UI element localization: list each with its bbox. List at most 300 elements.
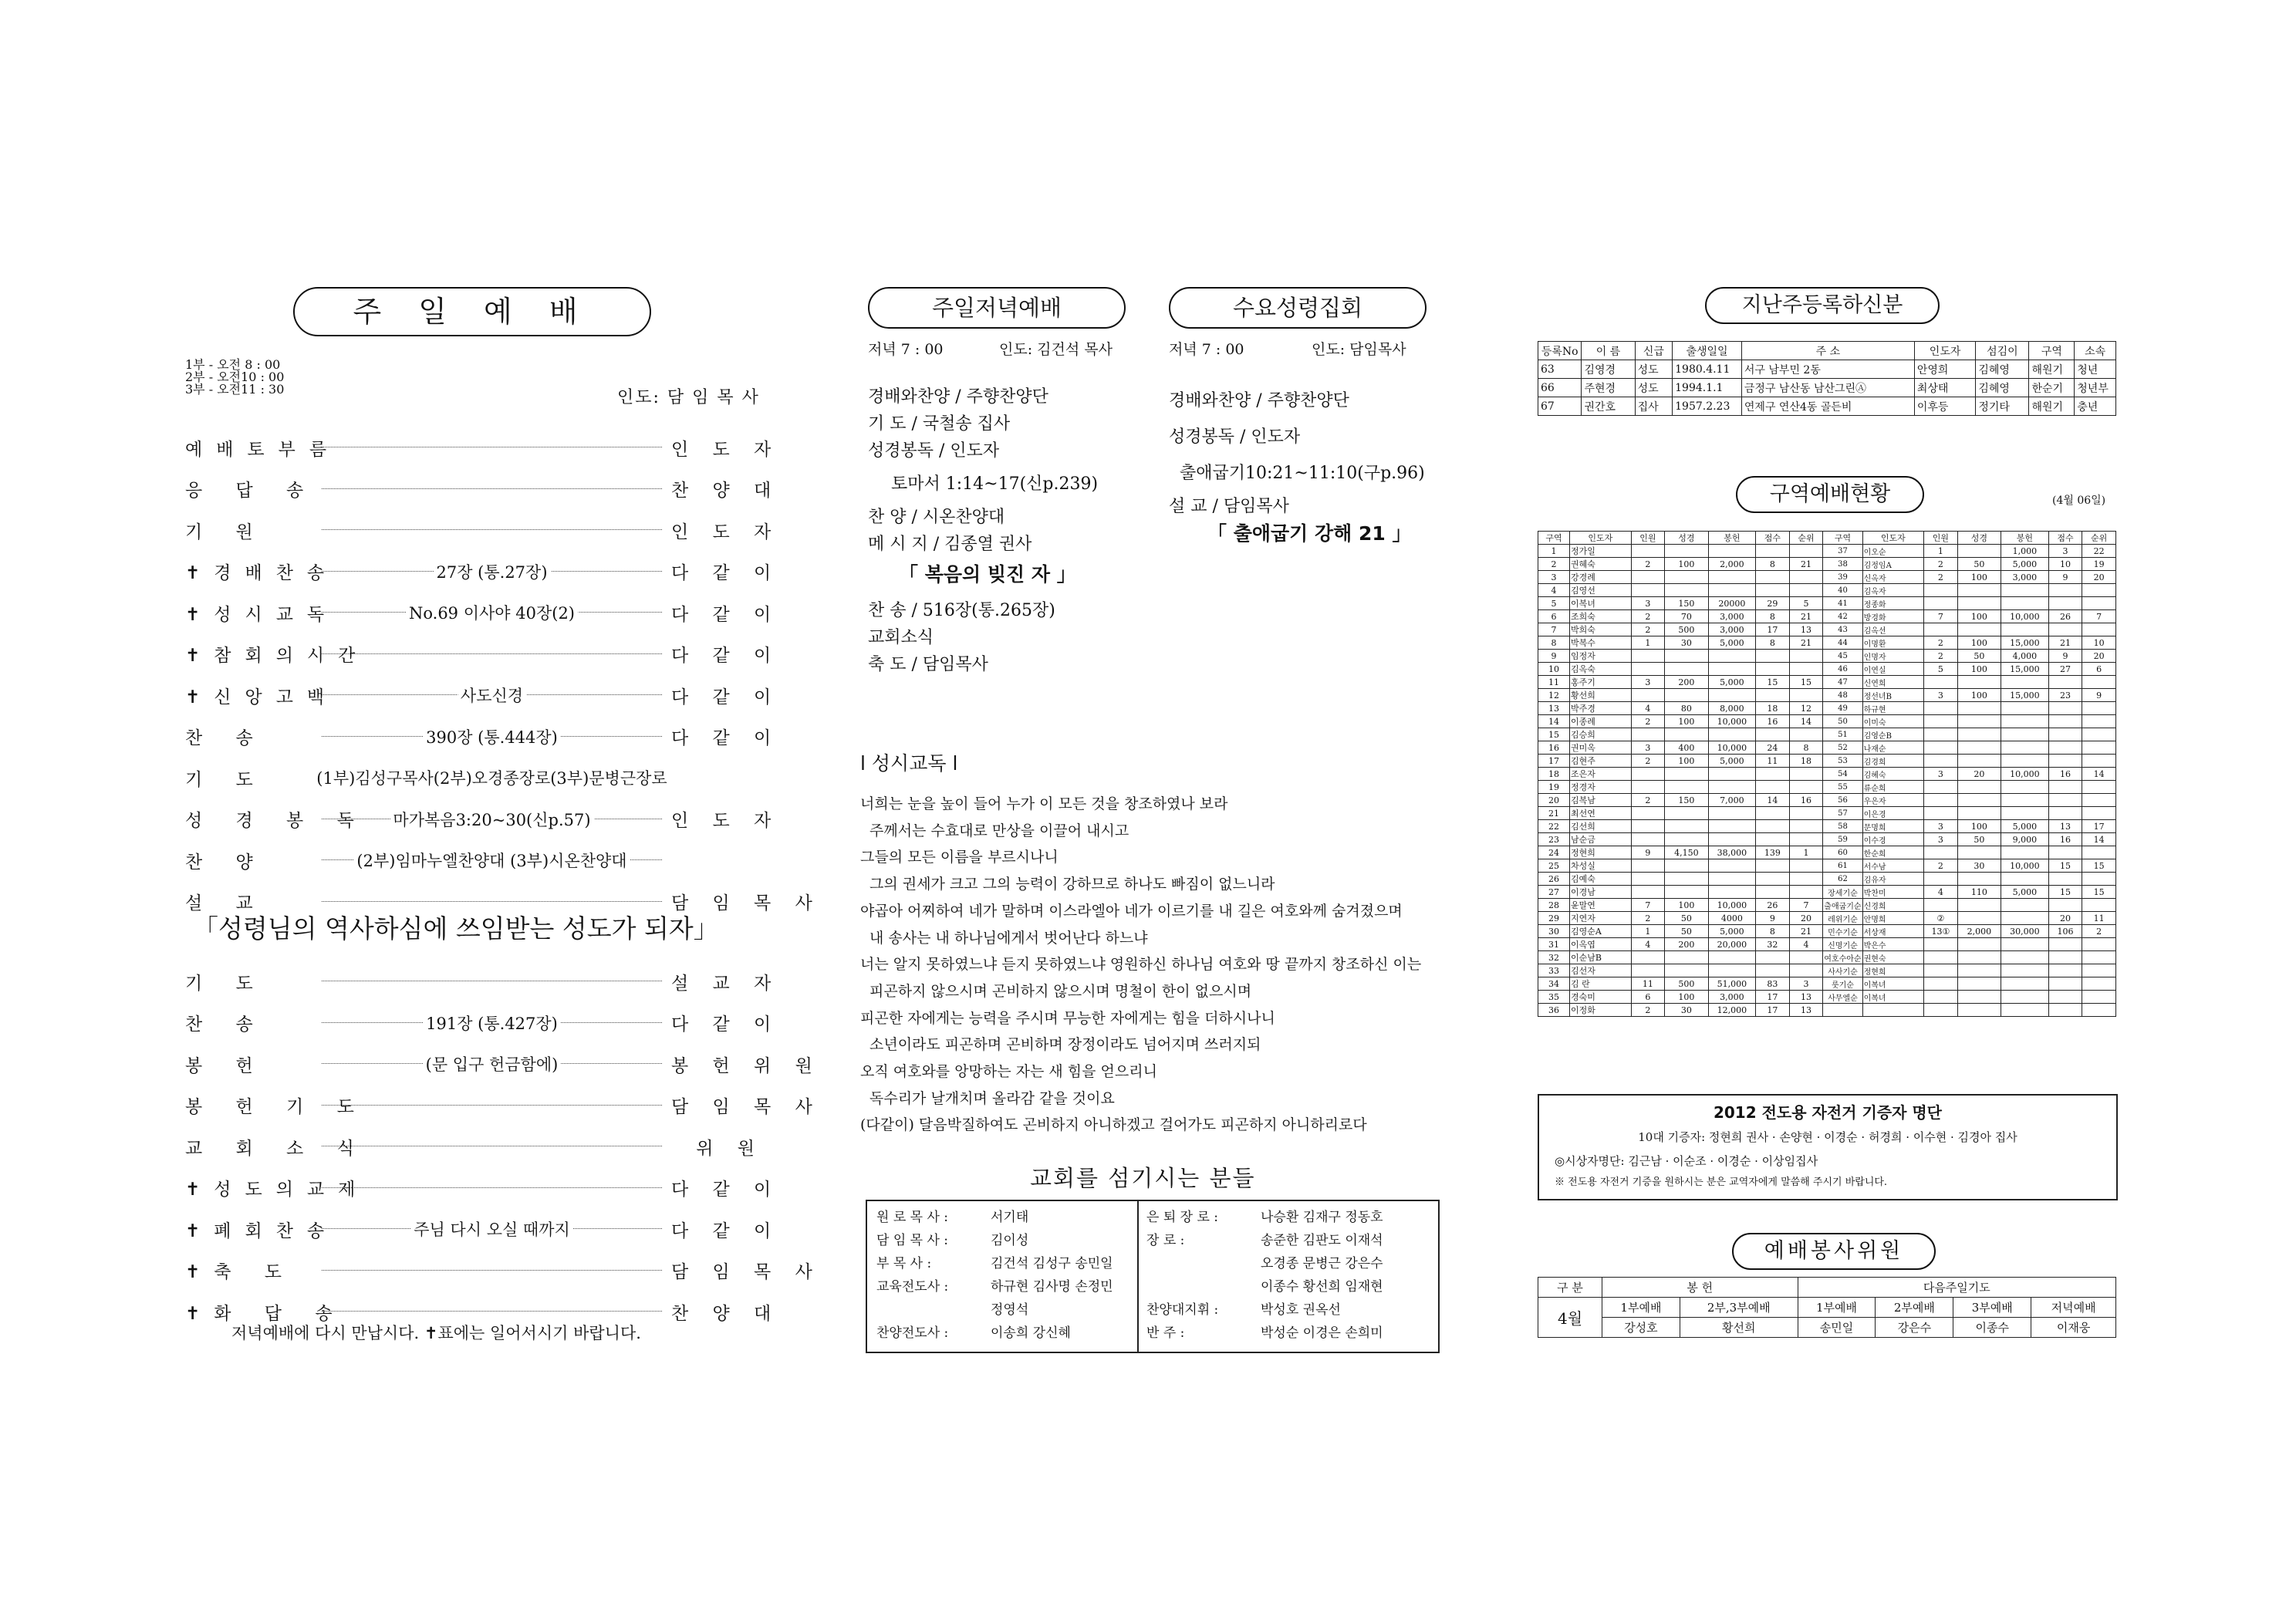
district-cell: 이명환 (1862, 636, 1924, 650)
district-cell: 3 (1631, 597, 1665, 610)
district-cell (2001, 741, 2049, 755)
district-cell (2082, 755, 2116, 768)
district-cell (2082, 623, 2116, 636)
district-cell: 21 (1538, 807, 1570, 820)
district-cell (1631, 833, 1665, 846)
district-cell (1631, 964, 1665, 977)
district-cell (2048, 899, 2082, 912)
district-cell: 7 (1538, 623, 1570, 636)
servant-row (876, 1229, 1113, 1252)
district-col-header: 구역 (1823, 532, 1862, 545)
district-cell (1957, 715, 2001, 728)
district-cell: 36 (1538, 1004, 1570, 1017)
bicycle-donors: 10대 기증자: 정현희 권사 · 손양현 · 이경순 · 허경희 · 이수현 · 김경아 집사 (1638, 1130, 2017, 1144)
district-cell: 황선희 (1570, 689, 1632, 702)
district-cell: 7 (1924, 610, 1958, 623)
district-cell (1708, 571, 1756, 584)
newcomers-col-header: 인도자 (1914, 342, 1975, 360)
district-cell (1823, 1004, 1862, 1017)
order-detail: 27장 (통.27장) (433, 560, 550, 583)
district-cell (2082, 991, 2116, 1004)
order-label: 기 도 (185, 973, 267, 994)
district-cell: 20 (2048, 912, 2082, 925)
district-cell: 2 (1538, 558, 1570, 571)
district-cell: 100 (1665, 899, 1708, 912)
district-cell (2001, 728, 2049, 741)
district-cell: 20,000 (1708, 938, 1756, 951)
district-row (1538, 636, 2116, 650)
district-cell (1789, 663, 1823, 676)
evening-line: 경배와찬양 / 주향찬양단 (868, 387, 1048, 407)
district-cell: 20 (1957, 768, 2001, 781)
order-row (185, 1090, 822, 1121)
district-cell (1631, 689, 1665, 702)
district-cell: 정종화 (1862, 597, 1924, 610)
district-cell: 김정임A (1862, 558, 1924, 571)
district-cell (1708, 964, 1756, 977)
wednesday-line: 성경봉독 / 인도자 (1169, 427, 1301, 447)
district-cell: 홍주기 (1570, 676, 1632, 689)
district-cell (2001, 676, 2049, 689)
newcomers-cell: 1994.1.1 (1673, 379, 1742, 397)
district-cell: 류순희 (1862, 781, 1924, 794)
order-leader-line (322, 1014, 662, 1033)
district-date: (4월 06일) (2052, 495, 2106, 507)
reading-line: 주께서는 수효대로 만상을 이끌어 내시고 (869, 822, 1129, 839)
district-cell (2001, 807, 2049, 820)
district-cell: 박복수 (1570, 636, 1632, 650)
district-cell: 14 (1756, 794, 1790, 807)
servants-divider (1137, 1201, 1139, 1352)
newcomers-cell: 해원기 (2029, 397, 2075, 416)
district-cell: 15,000 (2001, 636, 2049, 650)
newcomers-cell: 서구 남부민 2동 (1741, 360, 1914, 379)
district-cell (1789, 886, 1823, 899)
district-row (1538, 977, 2116, 991)
servant-names: 하규현 김사명 손정민 (991, 1279, 1113, 1295)
order-leader-line (322, 1221, 662, 1239)
district-cell: 100 (1665, 558, 1708, 571)
district-cell: 4000 (1708, 912, 1756, 925)
district-cell: 9 (1538, 650, 1570, 663)
district-cell: 59 (1823, 833, 1862, 846)
district-cell: 500 (1665, 977, 1708, 991)
district-cell (1756, 650, 1790, 663)
district-cell (2001, 781, 2049, 794)
district-cell: 김옥숙 (1570, 663, 1632, 676)
district-cell: 2 (1924, 650, 1958, 663)
district-cell: 1 (1924, 545, 1958, 558)
district-cell (1631, 820, 1665, 833)
order-row (185, 1008, 781, 1038)
servant-row (876, 1322, 1113, 1345)
newcomers-row (1538, 397, 2116, 416)
district-cell: 100 (1957, 663, 2001, 676)
district-cell: 박은수 (1862, 938, 1924, 951)
district-cell: 이복녀 (1862, 977, 1924, 991)
district-cell: 9 (2048, 650, 2082, 663)
district-row (1538, 820, 2116, 833)
district-cell: 30 (1665, 636, 1708, 650)
order-detail: No.69 이사야 40장(2) (406, 601, 578, 624)
district-cell (1631, 571, 1665, 584)
district-cell: 이옥엽 (1570, 938, 1632, 951)
district-cell (1665, 663, 1708, 676)
district-cell: 9 (1756, 912, 1790, 925)
district-cell: 2 (1924, 558, 1958, 571)
district-cell: 8 (1756, 610, 1790, 623)
district-cell: 200 (1665, 676, 1708, 689)
servant-role (876, 1298, 991, 1322)
district-cell (1631, 650, 1665, 663)
district-cell: 10,000 (1708, 899, 1756, 912)
district-title: 구역예배현황 (1736, 476, 1924, 513)
district-cell: 18 (1789, 755, 1823, 768)
district-cell (2001, 584, 2049, 597)
reading-line: 소년이라도 피곤하며 곤비하며 장정이라도 넘어지며 쓰러지되 (869, 1036, 1261, 1054)
district-cell: 30 (1665, 1004, 1708, 1017)
district-cell: 13 (1538, 702, 1570, 715)
district-cell: 3,000 (2001, 571, 2049, 584)
district-cell (1924, 938, 1958, 951)
district-cell: 37 (1823, 545, 1862, 558)
service-name: 황선희 (1680, 1318, 1798, 1338)
district-cell (2048, 702, 2082, 715)
district-cell: 2 (1924, 636, 1958, 650)
district-cell: 47 (1823, 676, 1862, 689)
district-cell: 200 (1665, 938, 1708, 951)
district-cell (1665, 951, 1708, 964)
district-cell (1756, 833, 1790, 846)
order-row (185, 804, 781, 835)
district-cell: 2 (1631, 1004, 1665, 1017)
district-cell: 서상재 (1862, 925, 1924, 938)
district-cell (1756, 571, 1790, 584)
order-label: ✝성시교독 (185, 604, 339, 625)
district-row (1538, 781, 2116, 794)
district-cell: 우은자 (1862, 794, 1924, 807)
newcomers-cell: 연제구 연산4동 골든비 (1741, 397, 1914, 416)
order-role: 인 도 자 (671, 522, 781, 542)
district-row (1538, 951, 2116, 964)
newcomers-cell: 이후등 (1914, 397, 1975, 416)
district-cell (2001, 702, 2049, 715)
district-cell (1957, 584, 2001, 597)
district-cell: 15 (2082, 886, 2116, 899)
order-role: 다 같 이 (671, 646, 781, 666)
district-cell (1756, 873, 1790, 886)
district-cell: 12 (1538, 689, 1570, 702)
order-role: 다 같 이 (671, 604, 781, 625)
district-cell (1631, 584, 1665, 597)
district-cell: 28 (1538, 899, 1570, 912)
order-leader-line (322, 981, 662, 982)
district-cell: 83 (1756, 977, 1790, 991)
district-cell (1924, 584, 1958, 597)
district-cell: 3 (1789, 977, 1823, 991)
order-leader-line (322, 447, 662, 448)
district-cell: 15 (2082, 859, 2116, 873)
district-cell (1665, 781, 1708, 794)
district-cell (2082, 584, 2116, 597)
order-role: 인 도 자 (671, 811, 781, 831)
order-role: 다 같 이 (671, 728, 781, 748)
district-cell: 49 (1823, 702, 1862, 715)
district-cell: 16 (2048, 768, 2082, 781)
reading-title: l 성시교독 l (860, 752, 958, 775)
district-cell (2082, 951, 2116, 964)
district-cell (1957, 676, 2001, 689)
servants-right (1146, 1206, 1383, 1345)
district-cell (1924, 991, 1958, 1004)
district-cell (1957, 912, 2001, 925)
servant-names: 박성순 이경은 손희미 (1261, 1325, 1383, 1341)
district-cell (1631, 951, 1665, 964)
district-cell: 10,000 (1708, 715, 1756, 728)
district-cell: 61 (1823, 859, 1862, 873)
servant-row (1146, 1229, 1383, 1252)
district-cell: 22 (2082, 545, 2116, 558)
district-col-header: 성경 (1665, 532, 1708, 545)
district-cell: 12,000 (1708, 1004, 1756, 1017)
district-cell: 1 (1538, 545, 1570, 558)
newcomers-col-header: 구역 (2029, 342, 2075, 360)
district-row (1538, 676, 2116, 689)
district-cell: 이미숙 (1862, 715, 1924, 728)
district-col-header: 인원 (1924, 532, 1958, 545)
district-cell: 3 (1924, 689, 1958, 702)
newcomers-cell: 김혜영 (1976, 360, 2029, 379)
district-cell (1665, 833, 1708, 846)
newcomers-cell: 안영희 (1914, 360, 1975, 379)
district-cell (2001, 755, 2049, 768)
district-cell: 하규현 (1862, 702, 1924, 715)
district-cell (1789, 584, 1823, 597)
district-cell: 5,000 (1708, 636, 1756, 650)
district-cell (1924, 597, 1958, 610)
district-cell: 15 (1756, 676, 1790, 689)
order-role: 다 같 이 (671, 1221, 781, 1241)
district-cell: 안명희 (1862, 912, 1924, 925)
district-cell (1789, 807, 1823, 820)
district-cell: 40 (1823, 584, 1862, 597)
district-cell (1924, 1004, 1958, 1017)
district-cell: 15 (1538, 728, 1570, 741)
district-cell (1665, 571, 1708, 584)
order-leader-line (322, 653, 662, 655)
district-cell (1789, 833, 1823, 846)
district-cell: 2,000 (1957, 925, 2001, 938)
district-cell: 100 (1957, 820, 2001, 833)
district-cell (1862, 1004, 1924, 1017)
district-cell: 이종례 (1570, 715, 1632, 728)
district-cell (1756, 689, 1790, 702)
service-col-header: 다음주일기도 (1798, 1278, 2115, 1298)
order-label: ✝참회의시간 (185, 646, 370, 666)
evening-message: 「 복음의 빚진 자 」 (899, 563, 1076, 586)
district-cell (1631, 728, 1665, 741)
district-cell: 100 (1957, 689, 2001, 702)
servant-row (876, 1275, 1113, 1298)
district-cell: 15 (1789, 676, 1823, 689)
district-cell: 15,000 (2001, 663, 2049, 676)
district-cell: 11 (1756, 755, 1790, 768)
newcomers-cell: 청년부 (2075, 379, 2116, 397)
district-cell: 이오순 (1862, 545, 1924, 558)
newcomers-cell: 한순기 (2029, 379, 2075, 397)
district-cell: 13 (1789, 1004, 1823, 1017)
district-cell (1708, 859, 1756, 873)
order-role: 담 임 목 사 (671, 893, 822, 913)
district-cell: 19 (1538, 781, 1570, 794)
district-cell (1631, 781, 1665, 794)
district-row (1538, 702, 2116, 715)
district-row (1538, 584, 2116, 597)
district-cell (2048, 807, 2082, 820)
order-leader-line (322, 562, 662, 582)
district-cell: 20 (2082, 571, 2116, 584)
district-cell: 3 (1924, 820, 1958, 833)
district-cell: 3 (1924, 768, 1958, 781)
district-cell: 52 (1823, 741, 1862, 755)
district-cell (2001, 794, 2049, 807)
district-cell: 김승희 (1570, 728, 1632, 741)
newcomers-col-header: 신급 (1635, 342, 1673, 360)
district-cell: 장세기순 (1823, 886, 1862, 899)
district-cell (1708, 768, 1756, 781)
district-cell (2048, 715, 2082, 728)
district-cell: 50 (1957, 833, 2001, 846)
newcomers-cell: 정기타 (1976, 397, 2029, 416)
district-cell: 48 (1823, 689, 1862, 702)
service-name: 송민일 (1798, 1318, 1876, 1338)
district-cell: 김현주 (1570, 755, 1632, 768)
order-leader-line (322, 1146, 662, 1147)
district-cell: 44 (1823, 636, 1862, 650)
district-cell: 22 (1538, 820, 1570, 833)
district-cell: 5,000 (1708, 676, 1756, 689)
district-cell: 3 (1538, 571, 1570, 584)
district-cell: 1 (1789, 846, 1823, 859)
service-times (185, 359, 284, 396)
district-cell (1957, 702, 2001, 715)
district-cell: 5,000 (2001, 558, 2049, 571)
order-role: 설 교 자 (671, 973, 781, 994)
district-cell (2048, 728, 2082, 741)
district-cell (1665, 650, 1708, 663)
district-cell: 레위기순 (1823, 912, 1862, 925)
order-detail: (1부)김성구목사(2부)오경종장로(3부)문병근장로 (313, 766, 670, 789)
district-cell: 41 (1823, 597, 1862, 610)
order-row (185, 1048, 822, 1079)
district-cell: 김영선 (1570, 584, 1632, 597)
district-cell: 32 (1756, 938, 1790, 951)
district-cell: 2 (1631, 912, 1665, 925)
district-cell: 서수남 (1862, 859, 1924, 873)
district-cell: 17 (1538, 755, 1570, 768)
order-label: ✝신앙고백 (185, 687, 339, 707)
district-cell: 50 (1957, 650, 2001, 663)
district-cell: 55 (1823, 781, 1862, 794)
order-leader-line (322, 529, 662, 531)
wednesday-leader: 인도: 담임목사 (1312, 341, 1406, 358)
district-cell (2082, 964, 2116, 977)
service-title: 예배봉사위원 (1732, 1233, 1936, 1270)
order-role: 다 같 이 (671, 1180, 781, 1200)
district-cell: 30,000 (2001, 925, 2049, 938)
time-2: 2부 - 오전10 : 00 (185, 370, 285, 384)
district-cell (1708, 650, 1756, 663)
order-role: 찬 양 대 (671, 1303, 781, 1324)
district-cell: 최선연 (1570, 807, 1632, 820)
district-cell (2048, 873, 2082, 886)
district-cell: 13 (1789, 991, 1823, 1004)
district-cell (1789, 781, 1823, 794)
district-cell: 26 (1538, 873, 1570, 886)
district-cell: 박찬미 (1862, 886, 1924, 899)
servant-role: 장 로 : (1146, 1233, 1185, 1248)
district-cell: 30 (1957, 859, 2001, 873)
district-row (1538, 741, 2116, 755)
district-cell (1665, 859, 1708, 873)
newcomers-col-header: 소속 (2075, 342, 2116, 360)
district-cell: 31 (1538, 938, 1570, 951)
district-cell (2082, 676, 2116, 689)
district-col-header: 순위 (2082, 532, 2116, 545)
district-cell: 신연희 (1862, 676, 1924, 689)
reading-line: 너는 알지 못하였느냐 듣지 못하였느냐 영원하신 하나님 여호와 땅 끝까지 창조하신 이는 (860, 956, 1422, 974)
district-cell: 17 (1756, 623, 1790, 636)
district-cell: 100 (1665, 715, 1708, 728)
order-label: 응 답 송 (185, 481, 318, 501)
service-sub-header: 2부,3부예배 (1680, 1298, 1798, 1318)
district-row (1538, 623, 2116, 636)
bicycle-note: ※ 전도용 자전거 기증을 원하시는 분은 교역자에게 말씀해 주시기 바랍니다. (1555, 1177, 1888, 1188)
district-cell: 51,000 (1708, 977, 1756, 991)
district-cell (1957, 623, 2001, 636)
servant-row (1146, 1298, 1383, 1322)
district-col-header: 인도자 (1570, 532, 1632, 545)
service-name: 이재웅 (2031, 1318, 2116, 1338)
district-cell: 신옥자 (1862, 571, 1924, 584)
district-cell (1756, 728, 1790, 741)
district-col-header: 순위 (1789, 532, 1823, 545)
evening-leader: 인도: 김건석 목사 (999, 341, 1113, 358)
district-cell: 19 (2082, 558, 2116, 571)
district-cell: 4 (1538, 584, 1570, 597)
district-cell (1924, 755, 1958, 768)
district-cell: 13① (1924, 925, 1958, 938)
service-sub-header: 3부예배 (1953, 1298, 2031, 1318)
district-cell: 8 (1756, 558, 1790, 571)
order-label: 설 교 (185, 893, 267, 913)
service-sub-header: 2부예배 (1876, 1298, 1953, 1318)
district-cell: 김영순A (1570, 925, 1632, 938)
wednesday-title: 수요성령집회 (1169, 287, 1427, 329)
district-cell: 51 (1823, 728, 1862, 741)
district-cell: 50 (1823, 715, 1862, 728)
servants-title: 교회를 섬기시는 분들 (1030, 1165, 1256, 1191)
newcomers-cell: 성도 (1635, 379, 1673, 397)
order-row (185, 556, 781, 587)
district-cell (1957, 597, 2001, 610)
district-cell: 5 (1924, 663, 1958, 676)
district-row (1538, 925, 2116, 938)
district-col-header: 봉헌 (1708, 532, 1756, 545)
district-cell (1957, 741, 2001, 755)
district-cell (2001, 715, 2049, 728)
district-cell: 4,150 (1665, 846, 1708, 859)
